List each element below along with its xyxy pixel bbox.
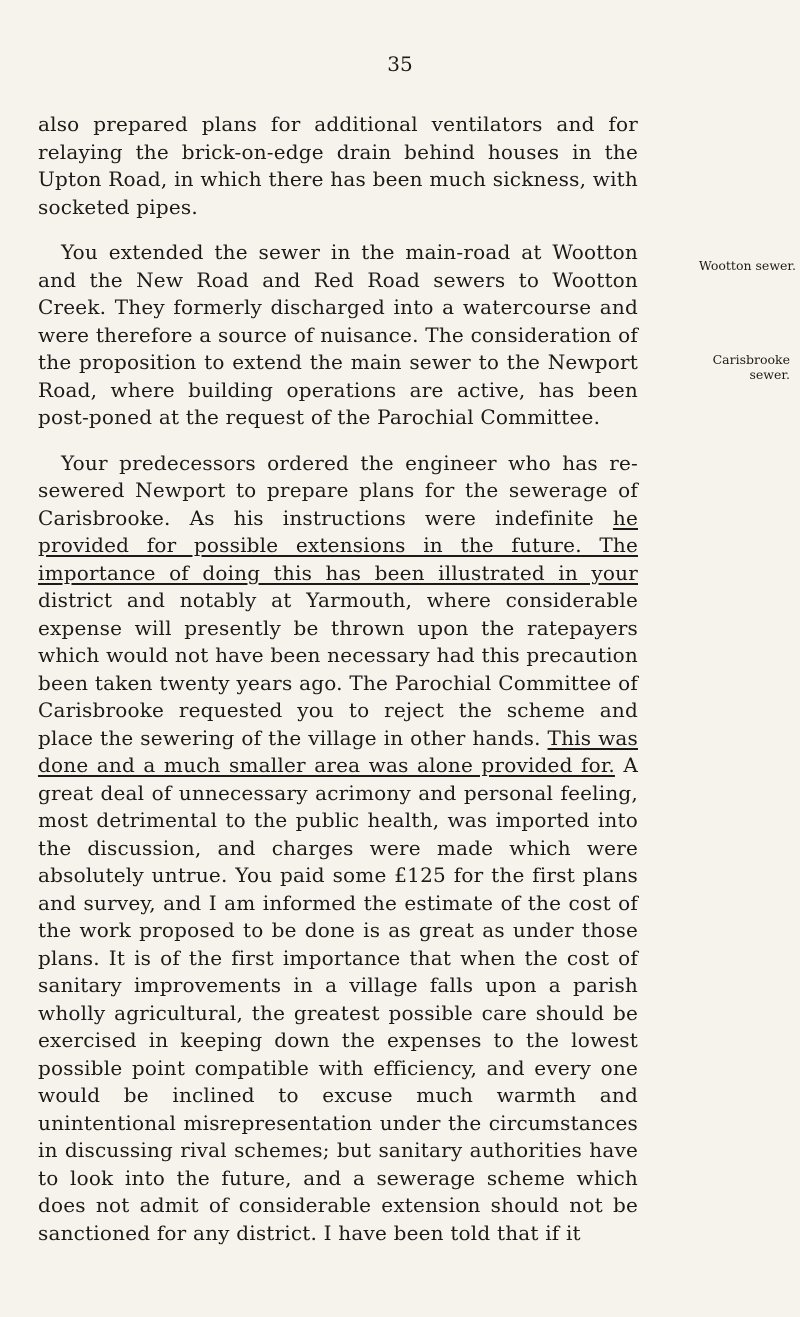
paragraph-wootton-sewer: You extended the sewer in the main-road at Wootton and the New Road and Red Road sewers to Wootton Creek. They formerly discharged into a watercourse and were therefore a source of nuisance. The consideration of the proposition to extend the main sewer to the Newport Road, where building operations are active, has been post-poned at the request of the Parochial Committee. [38, 240, 638, 429]
margin-note-wootton-sewer: Wootton sewer. [698, 258, 796, 273]
margin-note-line: sewer. [749, 367, 790, 382]
margin-note-line: Carisbrooke [712, 352, 790, 367]
paragraph-text-segment: Your predecessors ordered the engineer who has re-sewered Newport to prepare plans for the sewerage of Carisbrooke. As his instructions were indefinite [38, 450, 638, 530]
paragraph-text-segment: district and notably at Yarmouth, where considerable expense will presently be thrown upon the ratepayers which would not have been necessary had this precaution been taken twenty years ago. The Parochial Committee of Carisbrooke requested you to reject the scheme and place the sewering of the village in other hands. [38, 588, 638, 750]
paragraph-text-segment: A great deal of unnecessary acrimony and personal feeling, most detrimental to the public health, was imported into the discussion, and charges were made which were absolutely untrue. You paid some £125 for the first plans and survey, and I am informed the estimate of the cost of the work proposed to be done is as great as under those plans. It is of the first importance that when the cost of sanitary improvements in a village falls upon a parish wholly agricultural, the greatest possible care should be exercised in keeping down the expenses to the lowest possible point compatible with efficiency, and every one would be inclined to excuse much warmth and unintentional misrepresentation under the circumstances in discussing rival schemes; but sanitary authorities have to look into the future, and a sewerage scheme which does not admit of considerable extension should not be sanctioned for any district. I have been told that if it [38, 753, 639, 1245]
paragraph-ventilators: also prepared plans for additional ventilators and for relaying the brick-on-edge drain behind houses in the Upton Road, in which there has been much sickness, with socketed pipes. [38, 112, 638, 219]
paragraph-carisbrooke-sewer [38, 450, 638, 1248]
page-number: 35 [387, 52, 413, 76]
underlined-passage: This was done and a much smaller area was alone provided for. [38, 725, 638, 777]
underlined-passage: he provided for possible extensions in the future. The importance of doing this has been illustrated in your [38, 505, 638, 585]
margin-note-carisbrooke-sewer [652, 352, 790, 382]
body-text [38, 111, 638, 1265]
